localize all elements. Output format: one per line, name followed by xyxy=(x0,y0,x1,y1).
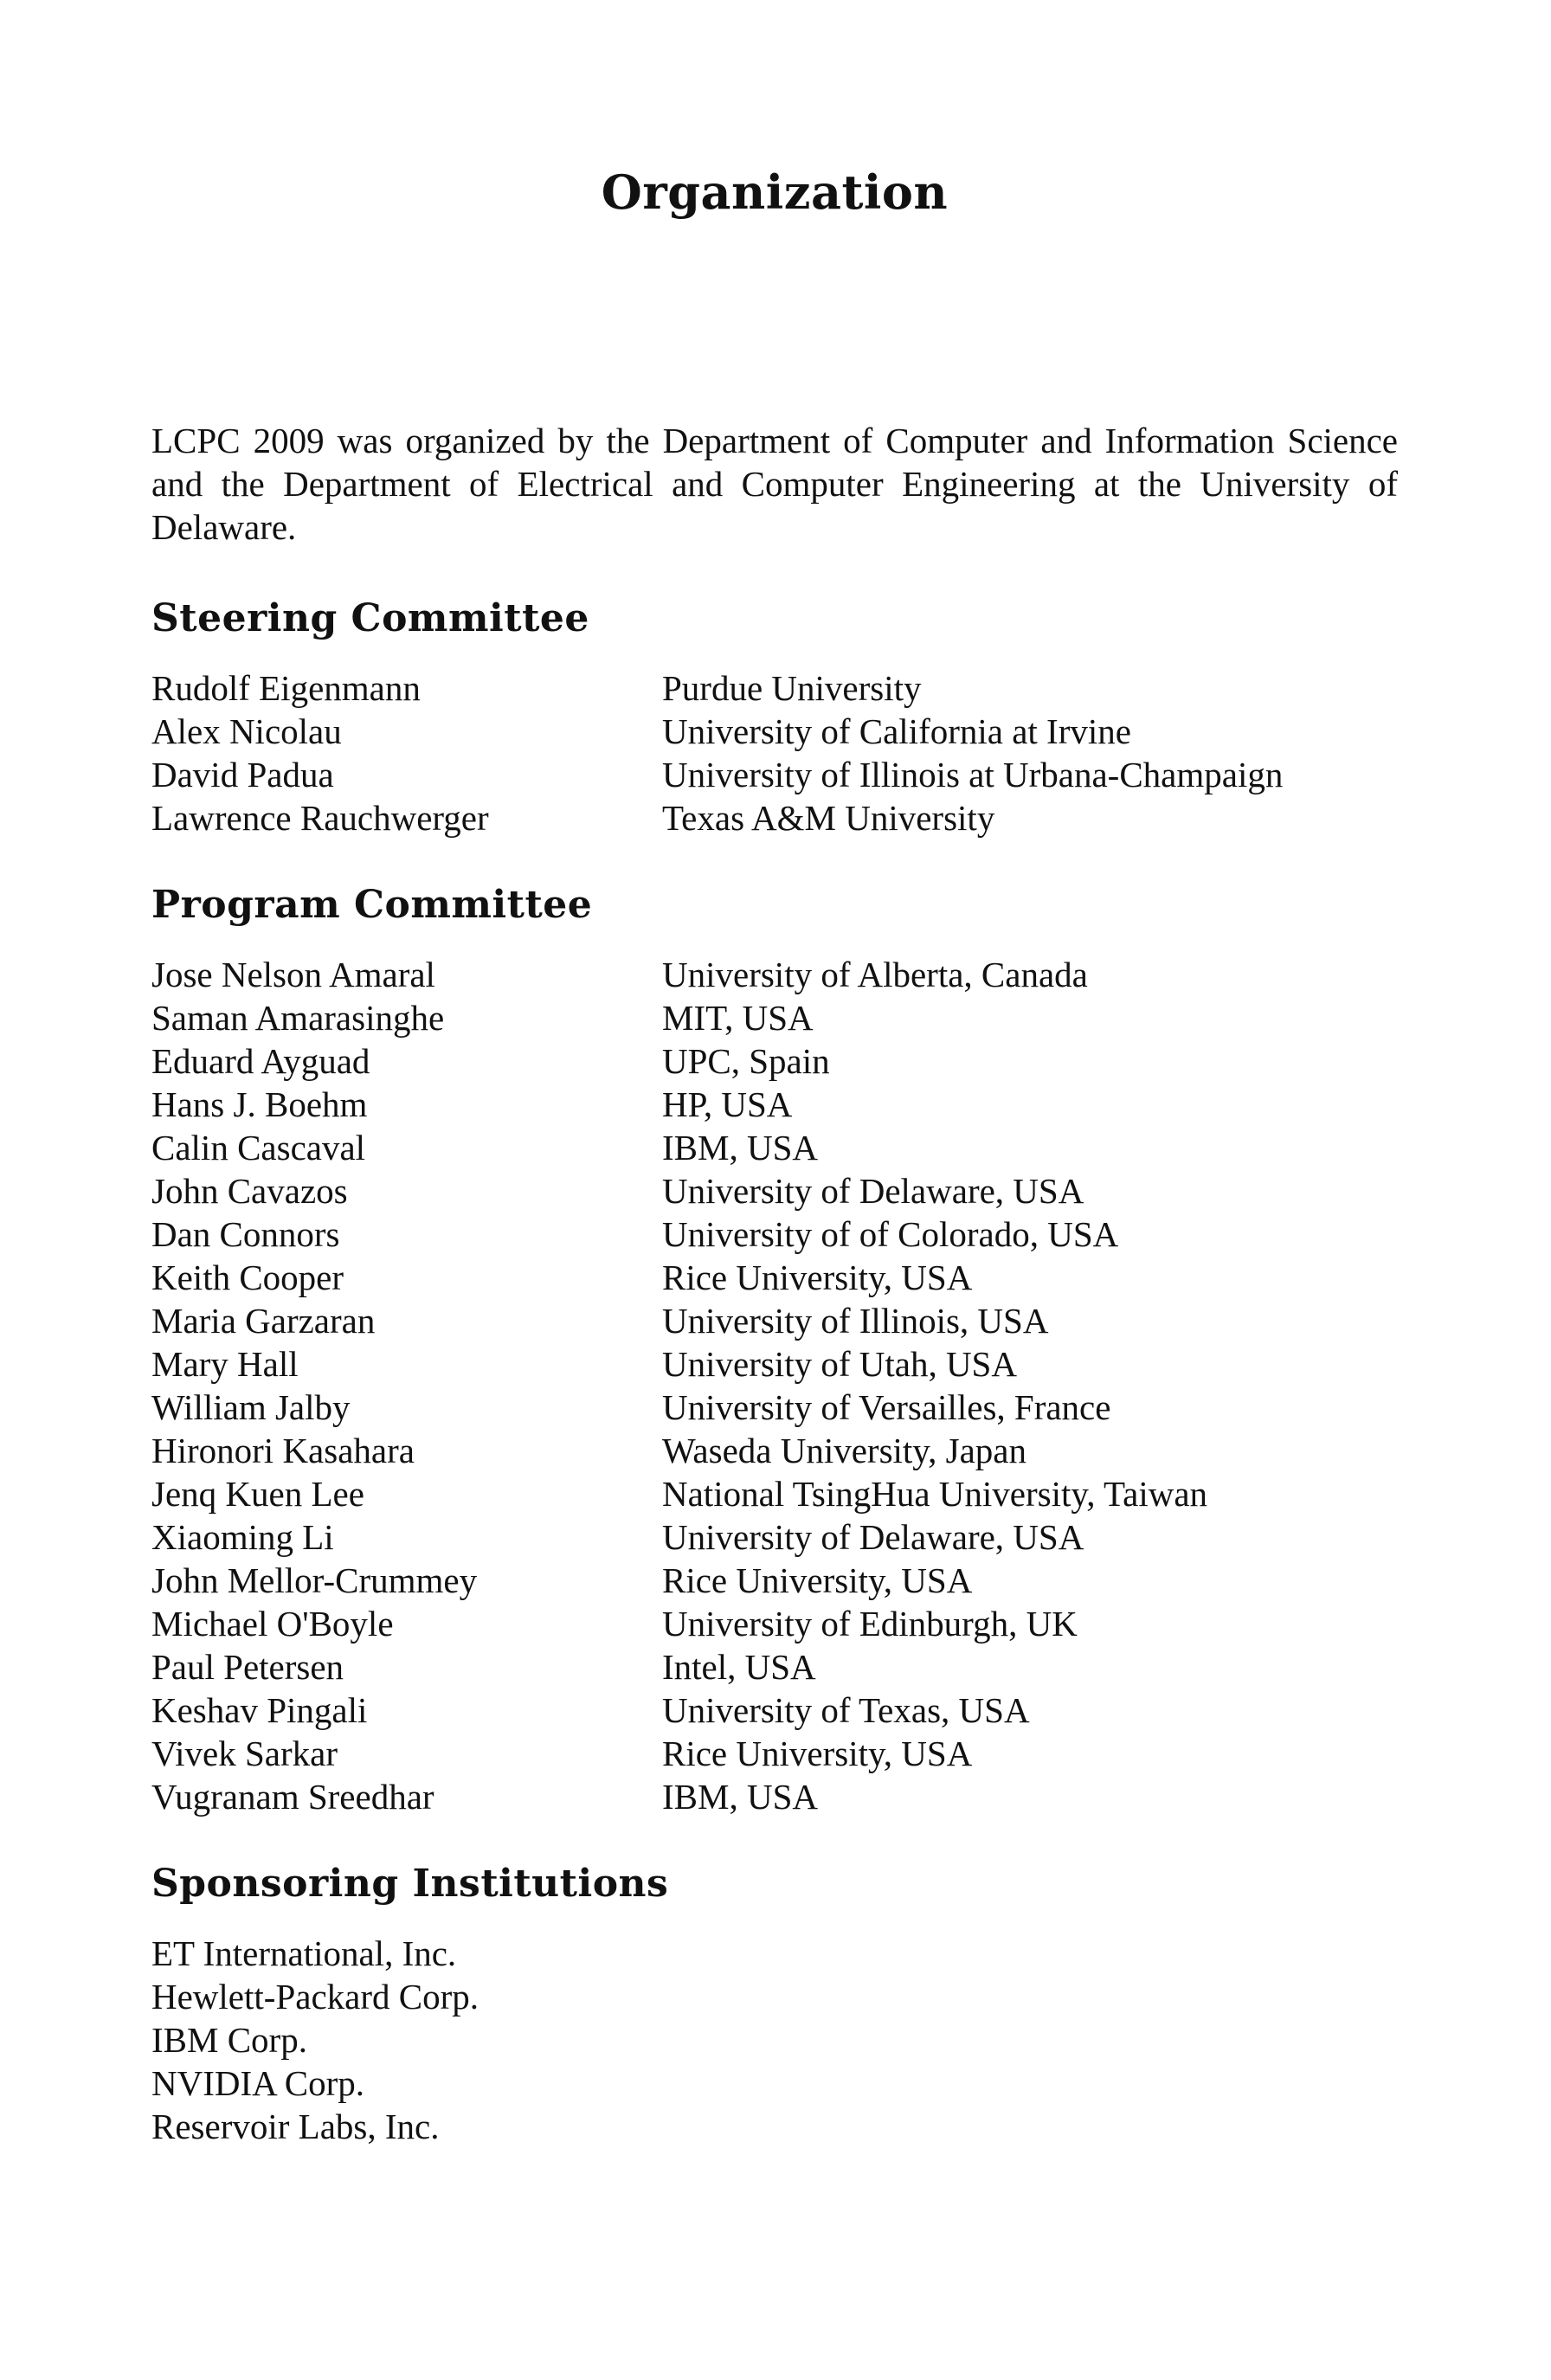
member-affiliation: Texas A&M University xyxy=(662,798,995,838)
program-member xyxy=(151,1299,1398,1342)
member-name: Saman Amarasinghe xyxy=(151,998,445,1038)
program-member xyxy=(151,1386,1398,1429)
intro-paragraph: LCPC 2009 was organized by the Department of Computer and Information Science and the Department of Electrical and Computer Engineering at the University of Delaware. xyxy=(151,421,1398,547)
program-member xyxy=(151,1039,1398,1083)
member-name: John Mellor-Crummey xyxy=(151,1560,478,1600)
program-committee-list xyxy=(151,953,1398,1818)
program-member xyxy=(151,1169,1398,1213)
member-affiliation: MIT, USA xyxy=(662,998,814,1038)
member-name: David Padua xyxy=(151,755,334,794)
member-affiliation: IBM, USA xyxy=(662,1128,818,1167)
sponsoring-institutions-list xyxy=(151,1932,1398,2148)
member-affiliation: University of Delaware, USA xyxy=(662,1517,1084,1557)
member-affiliation: Purdue University xyxy=(662,668,922,708)
program-member xyxy=(151,953,1398,996)
program-member xyxy=(151,1126,1398,1169)
page-title: Organization xyxy=(601,164,949,220)
program-member xyxy=(151,1472,1398,1515)
program-member xyxy=(151,1429,1398,1472)
steering-committee-heading: Steering Committee xyxy=(151,596,589,640)
steering-member xyxy=(151,710,1398,753)
program-member xyxy=(151,996,1398,1039)
member-name: John Cavazos xyxy=(151,1171,348,1211)
member-name: Keshav Pingali xyxy=(151,1690,368,1730)
sponsor-item: Hewlett-Packard Corp. xyxy=(151,1977,479,2017)
steering-member xyxy=(151,753,1398,796)
member-affiliation: University of Alberta, Canada xyxy=(662,955,1088,994)
program-member xyxy=(151,1515,1398,1559)
member-name: Mary Hall xyxy=(151,1344,299,1384)
program-member xyxy=(151,1732,1398,1775)
member-name: Hans J. Boehm xyxy=(151,1084,368,1124)
member-affiliation: University of Delaware, USA xyxy=(662,1171,1084,1211)
member-affiliation: University of Texas, USA xyxy=(662,1690,1030,1730)
member-name: Michael O'Boyle xyxy=(151,1604,394,1643)
steering-committee-list xyxy=(151,666,1398,839)
member-affiliation: University of California at Irvine xyxy=(662,711,1131,751)
program-committee-heading: Program Committee xyxy=(151,883,593,927)
program-member xyxy=(151,1775,1398,1818)
member-name: Dan Connors xyxy=(151,1214,340,1254)
member-affiliation: Rice University, USA xyxy=(662,1734,973,1773)
sponsor-item: IBM Corp. xyxy=(151,2020,307,2060)
member-affiliation: Waseda University, Japan xyxy=(662,1431,1026,1470)
member-name: Alex Nicolau xyxy=(151,711,342,751)
member-name: William Jalby xyxy=(151,1387,351,1427)
member-name: Jenq Kuen Lee xyxy=(151,1474,364,1514)
sponsoring-institutions-heading: Sponsoring Institutions xyxy=(151,1862,669,1906)
member-affiliation: University of Illinois at Urbana-Champaign xyxy=(662,755,1284,794)
member-name: Maria Garzaran xyxy=(151,1301,376,1341)
program-member xyxy=(151,1342,1398,1386)
member-name: Rudolf Eigenmann xyxy=(151,668,421,708)
member-affiliation: Rice University, USA xyxy=(662,1258,973,1297)
member-affiliation: HP, USA xyxy=(662,1084,793,1124)
document-page xyxy=(151,164,1398,2191)
steering-member xyxy=(151,666,1398,710)
program-member xyxy=(151,1213,1398,1256)
program-member xyxy=(151,1559,1398,1602)
program-member xyxy=(151,1689,1398,1732)
member-affiliation: National TsingHua University, Taiwan xyxy=(662,1474,1208,1514)
member-name: Eduard Ayguad xyxy=(151,1041,370,1081)
member-name: Lawrence Rauchwerger xyxy=(151,798,489,838)
program-member xyxy=(151,1083,1398,1126)
program-member xyxy=(151,1645,1398,1689)
member-name: Vugranam Sreedhar xyxy=(151,1777,434,1817)
member-affiliation: University of Edinburgh, UK xyxy=(662,1604,1078,1643)
member-name: Paul Petersen xyxy=(151,1647,344,1687)
steering-member xyxy=(151,796,1398,839)
member-affiliation: University of Versailles, France xyxy=(662,1387,1111,1427)
member-name: Vivek Sarkar xyxy=(151,1734,338,1773)
member-name: Calin Cascaval xyxy=(151,1128,366,1167)
member-name: Xiaoming Li xyxy=(151,1517,334,1557)
member-affiliation: University of Utah, USA xyxy=(662,1344,1017,1384)
member-name: Keith Cooper xyxy=(151,1258,344,1297)
program-member xyxy=(151,1602,1398,1645)
member-name: Hironori Kasahara xyxy=(151,1431,415,1470)
sponsor-item: Reservoir Labs, Inc. xyxy=(151,2107,440,2146)
member-affiliation: University of Illinois, USA xyxy=(662,1301,1049,1341)
member-name: Jose Nelson Amaral xyxy=(151,955,435,994)
sponsor-item: NVIDIA Corp. xyxy=(151,2063,364,2103)
member-affiliation: Rice University, USA xyxy=(662,1560,973,1600)
member-affiliation: IBM, USA xyxy=(662,1777,818,1817)
program-member xyxy=(151,1256,1398,1299)
member-affiliation: Intel, USA xyxy=(662,1647,816,1687)
member-affiliation: University of of Colorado, USA xyxy=(662,1214,1119,1254)
member-affiliation: UPC, Spain xyxy=(662,1041,830,1081)
sponsor-item: ET International, Inc. xyxy=(151,1933,457,1973)
